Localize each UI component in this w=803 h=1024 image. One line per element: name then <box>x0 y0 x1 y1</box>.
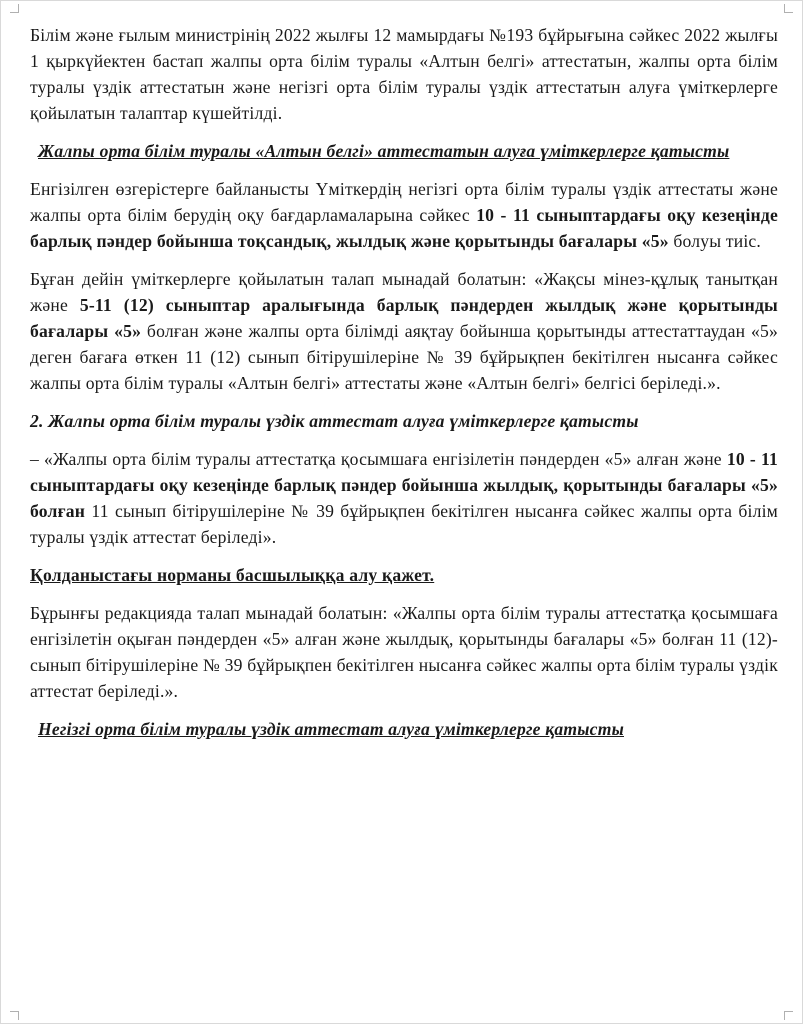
section-heading-excellent-certificate <box>30 408 778 434</box>
section-number: 2. <box>30 411 49 431</box>
section-heading-basic-education: Негізгі орта білім туралы үздік аттестат алуға үміткерлерге қатысты <box>38 719 624 739</box>
former-edition-paragraph: Бұрынғы редакцияда талап мынадай болатын: «Жалпы орта білім туралы аттестатқа қосымшаға енгізілетін оқыған пәндерден «5» алған және жылдық, қорытынды бағалары «5» болған 11 (12)-сынып бітірушілеріне № 39 бұйрықпен бекітілген нысанға сәйкес жалпы орта білім туралы үздік аттестат беріледі.». <box>30 603 778 701</box>
previous-requirements-paragraph <box>30 266 778 396</box>
requirements-tail: болуы тиіс. <box>668 231 762 251</box>
previous-bold: 5-11 (12) сыныптар аралығында барлық пәндерден жылдық және қорытынды бағалары «5» <box>30 295 778 341</box>
page-corner-mark <box>784 1011 793 1020</box>
page-corner-mark <box>10 4 19 13</box>
previous-tail: болған және жалпы орта білімді аяқтау бойынша қорытынды аттестаттаудан «5» деген бағаға өткен 11 (12) сынып бітірушілеріне № 39 бұйрықпен бекітілген нысанға сәйкес жалпы орта білім туралы «Алтын белгі» аттестаты және «Алтын белгі» белгісі беріледі.». <box>30 321 779 393</box>
section-title: Жалпы орта білім туралы үздік аттестат алуға үміткерлерге қатысты <box>48 411 639 431</box>
section-heading-golden-sign: Жалпы орта білім туралы «Алтын белгі» аттестатын алуға үміткерлерге қатысты <box>38 141 730 161</box>
page-corner-mark <box>784 4 793 13</box>
excellent-bold: 10 - 11 сыныптардағы оқу кезеңінде барлық пәндер бойынша жылдық, қорытынды бағалары «5» болған <box>30 449 778 521</box>
page-corner-mark <box>10 1011 19 1020</box>
requirements-paragraph <box>30 176 778 254</box>
previous-text: Бұған дейін үміткерлерге қойылатын талап мынадай болатын: «Жақсы мінез-құлық танытқан және <box>30 269 778 315</box>
excellent-certificate-paragraph <box>30 446 778 550</box>
requirements-text: Енгізілген өзгерістерге байланысты Үміткердің негізгі орта білім туралы үздік аттестаты және жалпы орта білім берудің оқу бағдарламаларына сәйкес <box>30 179 778 225</box>
excellent-text: – «Жалпы орта білім туралы аттестатқа қосымшаға енгізілетін пәндерден «5» алған және <box>30 449 727 469</box>
intro-paragraph: Білім және ғылым министрінің 2022 жылғы 12 мамырдағы №193 бұйрығына сәйкес 2022 жылғы 1 қыркүйектен бастап жалпы орта білім туралы «Алтын белгі» аттестатын, жалпы орта білім туралы үздік аттестатын және негізгі орта білім туралы үздік аттестатын алуға үміткерлерге қойылатын талаптар күшейтілді. <box>30 25 778 123</box>
excellent-tail: 11 сынып бітірушілеріне № 39 бұйрықпен бекітілген нысанға сәйкес жалпы орта білім туралы үздік аттестат беріледі». <box>30 501 778 547</box>
current-norm-heading: Қолданыстағы норманы басшылыққа алу қажет. <box>30 565 435 585</box>
requirements-bold: 10 - 11 сыныптардағы оқу кезеңінде барлық пәндер бойынша тоқсандық, жылдық және қорытынды бағалары «5» <box>30 205 778 251</box>
document-body <box>30 22 778 754</box>
